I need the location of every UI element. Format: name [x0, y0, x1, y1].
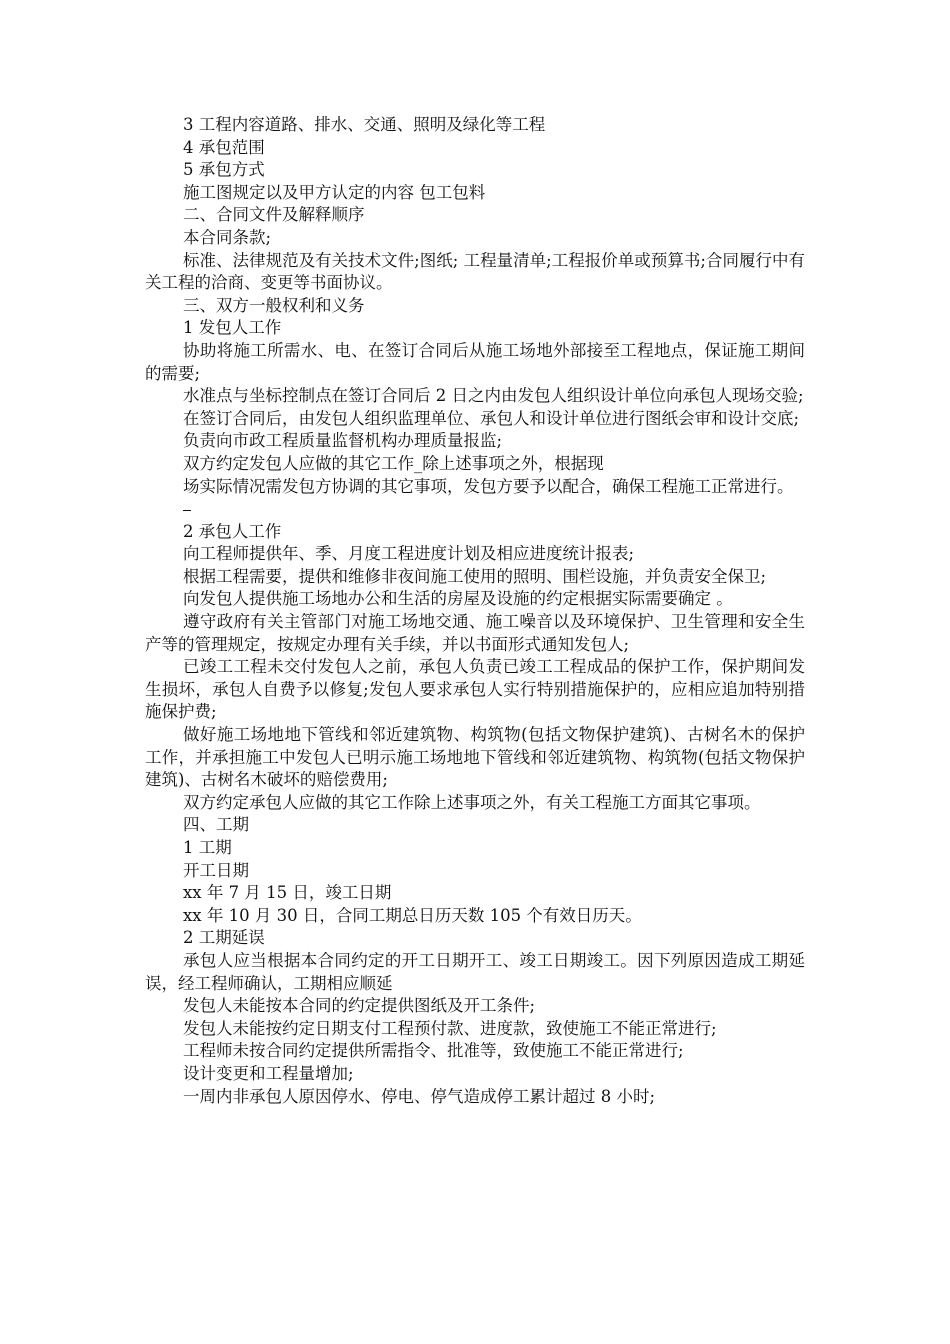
paragraph: 在签订合同后，由发包人组织监理单位、承包人和设计单位进行图纸会审和设计交底; [183, 408, 800, 428]
subsection-heading: 2 承包人工作 [183, 521, 282, 541]
paragraph: 水准点与坐标控制点在签订合同后 2 日之内由发包人组织设计单位向承包人现场交验; [183, 386, 804, 406]
paragraph: 已竣工工程未交付发包人之前，承包人负责已竣工工程成品的保护工作，保护期间发生损坏，承包人自费予以修复;发包人要求承包人实行特别措施保护的，应相应追加特别措施保护费; [145, 657, 805, 722]
underscore-mark [183, 498, 191, 511]
section-heading: 四、工期 [183, 815, 249, 835]
paragraph: 做好施工场地地下管线和邻近建筑物、构筑物(包括文物保护建筑)、古树名木的保护工作，并承担施工中发包人已明示施工场地地下管线和邻近建筑物、构筑物(包括文物保护建筑)、古树名木破坏的赔偿费用; [145, 725, 805, 790]
section-heading: 二、合同文件及解释顺序 [183, 205, 365, 225]
paragraph: 遵守政府有关主管部门对施工场地交通、施工噪音以及环境保护、卫生管理和安全生产等的管理规定，按规定办理有关手续，并以书面形式通知发包人; [145, 612, 805, 654]
paragraph: 向工程师提供年、季、月度工程进度计划及相应进度统计报表; [183, 544, 635, 564]
paragraph: 3 工程内容道路、排水、交通、照明及绿化等工程 [183, 115, 546, 134]
paragraph: 双方约定承包人应做的其它工作除上述事项之外，有关工程施工方面其它事项。 [183, 792, 761, 812]
paragraph: 负责向市政工程质量监督机构办理质量报监; [183, 431, 503, 451]
subsection-heading: 2 工期延误 [183, 928, 265, 948]
paragraph: 协助将施工所需水、电、在签订合同后从施工场地外部接至工程地点，保证施工期间的需要; [145, 340, 805, 383]
paragraph: 开工日期 [183, 860, 249, 880]
paragraph: 承包人应当根据本合同约定的开工日期开工、竣工日期竣工。因下列原因造成工期延误，经工程师确认，工期相应顺延 [145, 950, 805, 993]
paragraph: 发包人未能按本合同的约定提供图纸及开工条件; [183, 996, 536, 1016]
paragraph: xx 年 7 月 15 日，竣工日期 [183, 883, 392, 903]
paragraph: xx 年 10 月 30 日，合同工期总日历天数 105 个有效日历天。 [183, 905, 642, 925]
paragraph: 施工图规定以及甲方认定的内容 包工包料 [183, 182, 486, 202]
document-body [145, 114, 805, 1108]
subsection-heading: 1 工期 [183, 838, 232, 857]
section-heading: 三、双方一般权利和义务 [183, 295, 365, 315]
paragraph: 场实际情况需发包方协调的其它事项，发包方要予以配合，确保工程施工正常进行。 [183, 476, 794, 496]
paragraph: 一周内非承包人原因停水、停电、停气造成停工累计超过 8 小时; [183, 1086, 656, 1106]
paragraph: 双方约定发包人应做的其它工作_除上述事项之外，根据现 [183, 453, 604, 473]
subsection-heading: 1 发包人工作 [183, 318, 282, 338]
paragraph: 向发包人提供施工场地办公和生活的房屋及设施的约定根据实际需要确定 。 [183, 589, 733, 609]
paragraph: 5 承包方式 [183, 160, 265, 180]
paragraph: 本合同条款; [183, 227, 272, 247]
paragraph: 工程师未按合同约定提供所需指令、批准等，致使施工不能正常进行; [183, 1041, 684, 1061]
stray-underscore-line [145, 498, 805, 521]
paragraph: 4 承包范围 [183, 137, 265, 157]
paragraph: 标准、法律规范及有关技术文件;图纸; 工程量清单;工程报价单或预算书;合同履行中有关工程的洽商、变更等书面协议。 [145, 250, 805, 293]
paragraph: 设计变更和工程量增加; [183, 1063, 354, 1083]
paragraph: 发包人未能按约定日期支付工程预付款、进度款，致使施工不能正常进行; [183, 1018, 717, 1038]
paragraph: 根据工程需要，提供和维修非夜间施工使用的照明、围栏设施，并负责安全保卫; [183, 566, 767, 586]
